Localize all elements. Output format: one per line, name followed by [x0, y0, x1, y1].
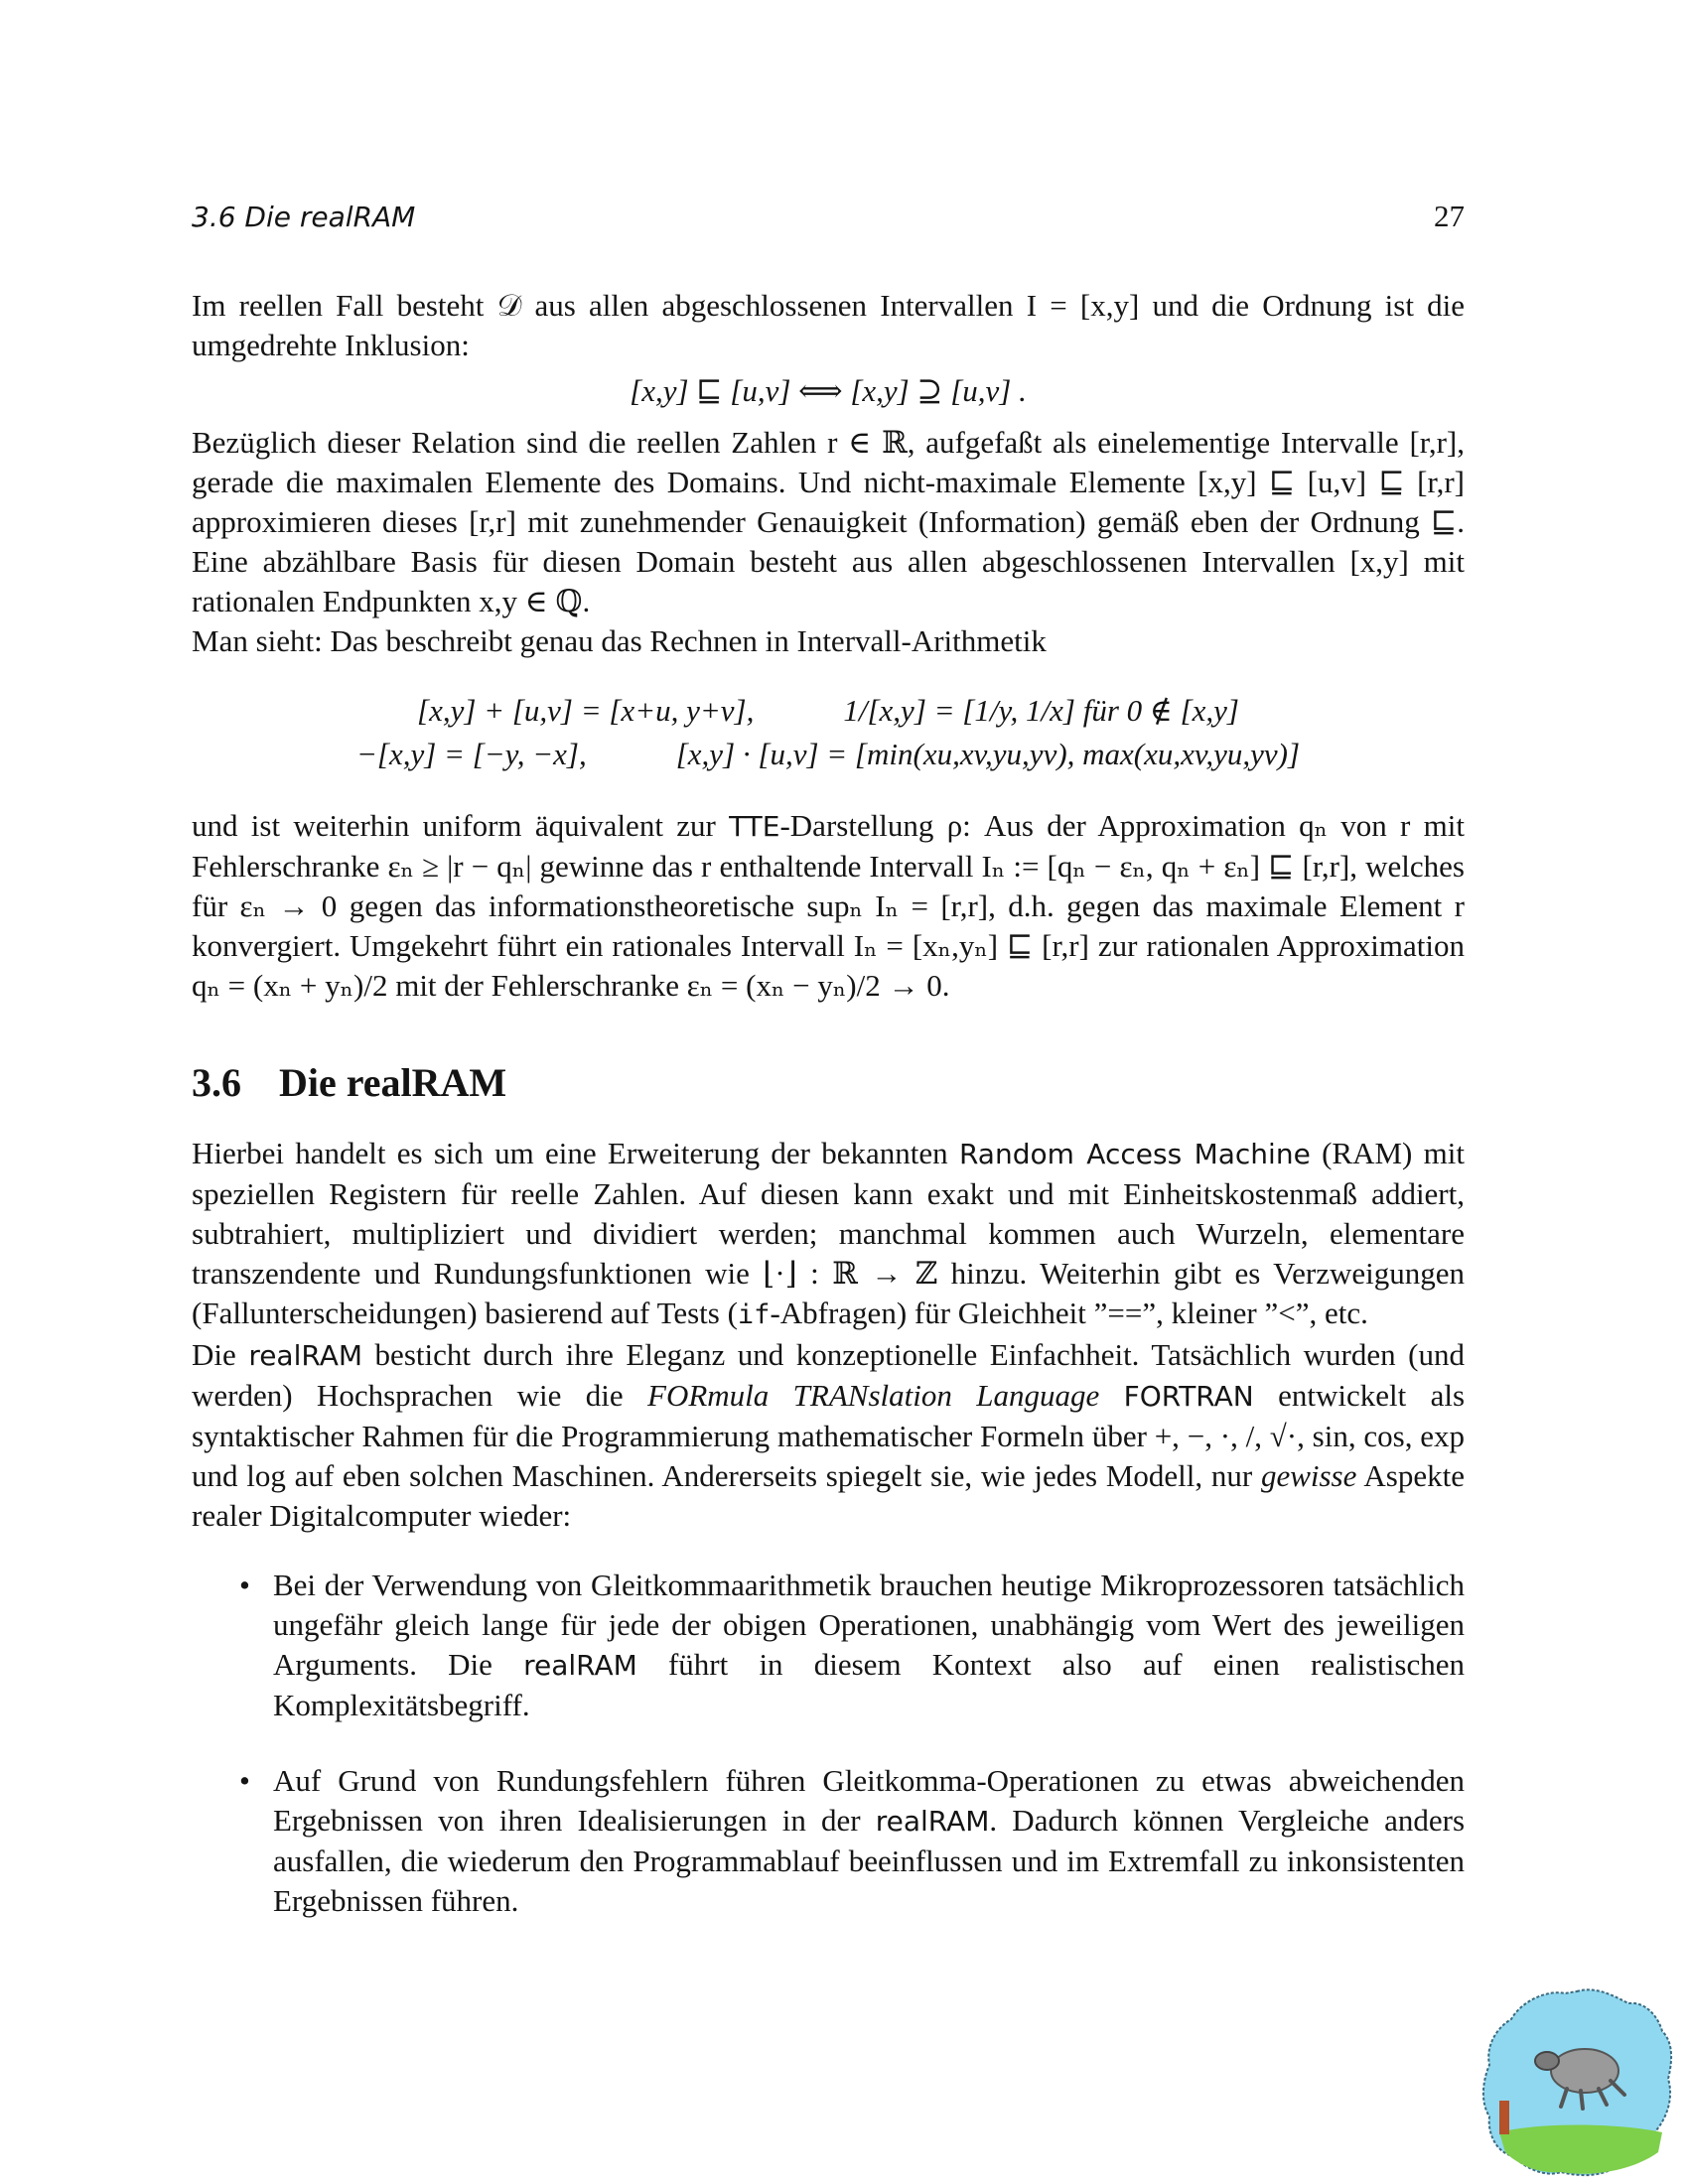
section-title: Die realRAM — [279, 1060, 507, 1105]
realram-term: realRAM — [248, 1339, 363, 1372]
gewisse-term: gewisse — [1260, 1458, 1357, 1493]
tte-term: TTE — [729, 810, 780, 843]
formula-row — [192, 689, 1465, 733]
formula-translation-term: FORmula TRANslation Language — [647, 1378, 1100, 1413]
if-keyword: if — [737, 1299, 771, 1330]
realram-term: realRAM — [523, 1649, 637, 1682]
formula-reciprocal: 1/[x,y] = [1/y, 1/x] für 0 ∉ [x,y] — [843, 693, 1239, 728]
text-run: Bei der Verwendung von Gleitkommaarithmetik brauchen heutige Mikroprozessoren tatsächlich ungefähr gleich lange für jede der obigen Operationen, unabhängig vom Wert des jeweiligen Arguments. Die — [273, 1568, 1465, 1682]
formula-row — [192, 733, 1465, 776]
formula-negation: −[x,y] = [−y, −x], — [355, 737, 587, 771]
text-run: -Abfragen) für Gleichheit ”==”, kleiner ”<”, etc. — [770, 1296, 1368, 1330]
text-run: Die — [192, 1337, 249, 1372]
text-run: Hierbei handelt es sich um eine Erweiterung der bekannten — [192, 1136, 959, 1170]
running-header — [192, 199, 1465, 234]
text-run: Aspekte realer Digitalcomputer wieder: — [192, 1458, 1465, 1533]
logo-sheep-head — [1535, 2052, 1559, 2070]
section-heading — [192, 1059, 1465, 1106]
list-item — [273, 1761, 1465, 1921]
list-item — [273, 1566, 1465, 1725]
page-number: 27 — [1434, 199, 1465, 233]
text-run: -Darstellung ρ: Aus der Approximation qₙ von r mit Fehlerschranke εₙ ≥ |r − qₙ| gewinne das r enthaltende Intervall Iₙ := [qₙ − εₙ, qₙ + εₙ] ⊑ [r,r], welches für εₙ → 0 gegen das informationstheoretische supₙ Iₙ = [r,r], d.h. gegen das maximale Element r konvergiert. Umgekehrt führt ein rationales Intervall Iₙ = [xₙ,yₙ] ⊑ [r,r] zur rationalen Approximation qₙ = (xₙ + yₙ)/2 mit der Fehlerschranke εₙ = (xₙ − yₙ)/2 → 0. — [192, 808, 1465, 1003]
text-run: (RAM) mit speziellen Registern für reelle Zahlen. Auf diesen kann exakt und mit Einheitskostenmaß addiert, subtrahiert, multipliziert und dividiert werden; manchmal kommen auch Wurzeln, elementare transzendente und Rundungsfunktionen wie ⌊·⌋ : ℝ → ℤ hinzu. Weiterhin gibt es Verzweigungen (Fallunterscheidungen) basierend auf Tests ( — [192, 1136, 1465, 1330]
text-run: . Dadurch können Vergleiche anders ausfallen, die wiederum den Programmablauf beeinflussen und im Extremfall zu inkonsistenten Ergebnissen führen. — [273, 1803, 1466, 1918]
display-order-relation: [x,y] ⊑ [u,v] ⟺ [x,y] ⊇ [u,v] . — [630, 373, 1027, 408]
bullet-list — [192, 1566, 1465, 1921]
paragraph-tte-equivalence — [192, 806, 1465, 1006]
running-header-title: 3.6 Die realRAM — [192, 201, 416, 233]
text-run: entwickelt als syntaktischer Rahmen für die Programmierung mathematischer Formeln über +, −, ·, /, √·, sin, cos, exp und log auf eben solchen Maschinen. Andererseits spiegelt sie, wie jedes Modell, nur — [192, 1378, 1466, 1493]
section-number: 3.6 — [192, 1060, 241, 1105]
sheep-logo-icon — [1477, 1983, 1676, 2182]
text-run: Auf Grund von Rundungsfehlern führen Gleitkomma-Operationen zu etwas abweichenden Ergebnissen von ihren Idealisierungen in der — [273, 1763, 1465, 1838]
text-run: führt in diesem Kontext also auf einen realistischen Komplexitätsbegriff. — [273, 1647, 1465, 1722]
paragraph-ram-definition — [192, 1134, 1465, 1335]
formula-multiplication: [x,y] · [u,v] = [min(xu,xv,yu,yv), max(xu,xv,yu,yv)] — [675, 737, 1301, 771]
text-run: und ist weiterhin uniform äquivalent zur — [192, 808, 730, 843]
realram-term: realRAM — [875, 1805, 990, 1838]
logo-post — [1499, 2101, 1509, 2134]
paragraph-realram-elegance — [192, 1335, 1465, 1536]
fortran-term: FORTRAN — [1123, 1380, 1254, 1413]
formula-addition: [x,y] + [u,v] = [x+u, y+v], — [417, 693, 755, 728]
page-body — [192, 199, 1465, 1957]
ram-term: Random Access Machine — [958, 1138, 1311, 1170]
paragraph-interval-arithmetic: Man sieht: Das beschreibt genau das Rechnen in Intervall-Arithmetik — [192, 623, 1047, 658]
paragraph-maximal-elements: Bezüglich dieser Relation sind die reellen Zahlen r ∈ ℝ, aufgefaßt als einelementige Intervalle [r,r], gerade die maximalen Elemente des Domains. Und nicht-maximale Elemente [x,y] ⊑ [u,v] ⊑ [r,r] approximieren dieses [r,r] mit zunehmender Genauigkeit (Information) gemäß eben der Ordnung ⊑. Eine abzählbare Basis für diesen Domain besteht aus allen abgeschlossenen Intervallen [x,y] mit rationalen Endpunkten x,y ∈ ℚ. — [192, 425, 1465, 618]
text-run: besticht durch ihre Eleganz und konzeptionelle Einfachheit. Tatsächlich wurden (und werden) Hochsprachen wie die — [192, 1337, 1465, 1413]
logo-grass — [1499, 2125, 1662, 2174]
logo-sheep-body — [1551, 2049, 1618, 2093]
interval-arithmetic-formulas — [192, 689, 1465, 776]
paragraph-domain-intro: Im reellen Fall besteht 𝒟 aus allen abgeschlossenen Intervallen I = [x,y] und die Ordnung ist die umgedrehte Inklusion: — [192, 288, 1465, 362]
